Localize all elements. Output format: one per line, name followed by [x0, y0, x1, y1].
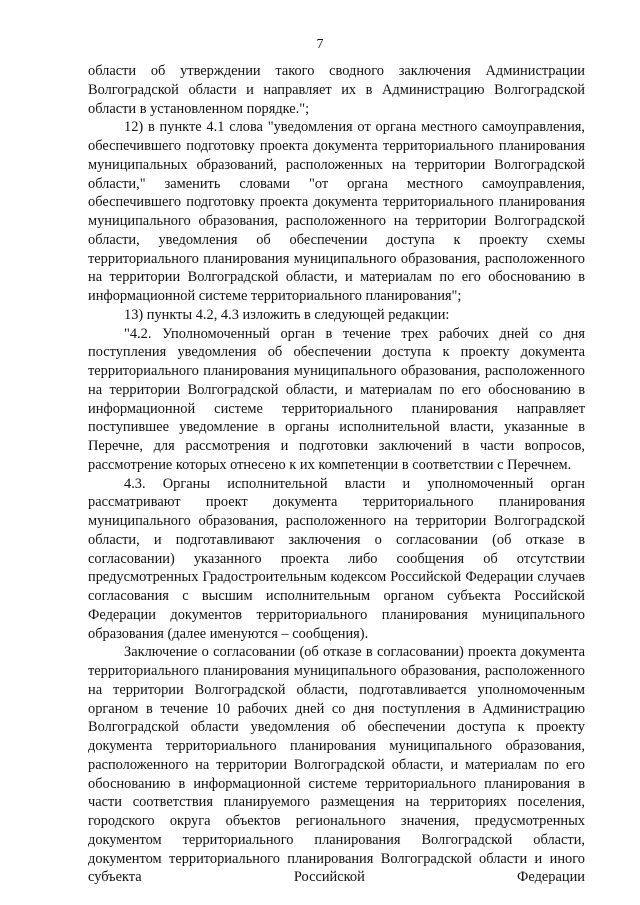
- paragraph-continuation: области об утверждении такого сводного заключения Администрации Волгоградской области и направляет их в Администрацию Волгоградской области в установленном порядке.";: [88, 63, 585, 117]
- document-body: [88, 62, 585, 887]
- page-number: 7: [316, 37, 324, 52]
- paragraph-conclusion: Заключение о согласовании (об отказе в согласовании) проекта документа территориального планирования муниципального образования, расположенного на территории Волгоградской области, подготавливается уполномоченным органом в течение 10 рабочих дней со дня поступления в Администрацию Волгоградской области уведомления об обеспечении доступа к проекту документа территориального планирования муниципального образования, расположенного на территории Волгоградской области, и материалам по его обоснованию в информационной системе территориального планирования в части соответствия планируемого размещения на территориях поселения, городского округа объектов регионального значения, предусмотренных документом территориального планирования Волгоградской области, документом территориального планирования Волгоградской области и иного субъекта Российской Федерации: [88, 644, 585, 886]
- paragraph-clause-4-3: 4.3. Органы исполнительной власти и уполномоченный орган рассматривают проект документа территориального планирования муниципального образования, расположенного на территории Волгоградской области, и подготавливают заключения о согласовании (об отказе в согласовании) указанного проекта либо сообщения об отсутствии предусмотренных Градостроительным кодексом Российской Федерации случаев согласования с высшим исполнительным органом субъекта Российской Федерации документов территориального планирования муниципального образования (далее именуются – сообщения).: [88, 475, 585, 642]
- paragraph-clause-4-2: "4.2. Уполномоченный орган в течение трех рабочих дней со дня поступления уведомления об обеспечении доступа к проекту документа территориального планирования муниципального образования, расположенного на территории Волгоградской области, и материалам по его обоснованию в информационной системе территориального планирования направляет поступившее уведомление в органы исполнительной власти, указанные в Перечне, для рассмотрения и подготовки заключений в части вопросов, рассмотрение которых отнесено к их компетенции в соответствии с Перечнем.: [88, 325, 585, 473]
- paragraph-item-13: 13) пункты 4.2, 4.3 изложить в следующей редакции:: [124, 306, 450, 323]
- paragraph-item-12: 12) в пункте 4.1 слова "уведомления от органа местного самоуправления, обеспечившего подготовку проекта документа территориального планирования муниципальных образований, расположенных на территории Волгоградской области," заменить словами "от органа местного самоуправления, обеспечившего подготовку проекта документа территориального планирования муниципального образования, расположенного на территории Волгоградской области, уведомления об обеспечении доступа к проекту схемы территориального планирования муниципального образования, расположенного на территории Волгоградской области, и материалам по его обоснованию в информационной системе территориального планирования";: [88, 119, 585, 304]
